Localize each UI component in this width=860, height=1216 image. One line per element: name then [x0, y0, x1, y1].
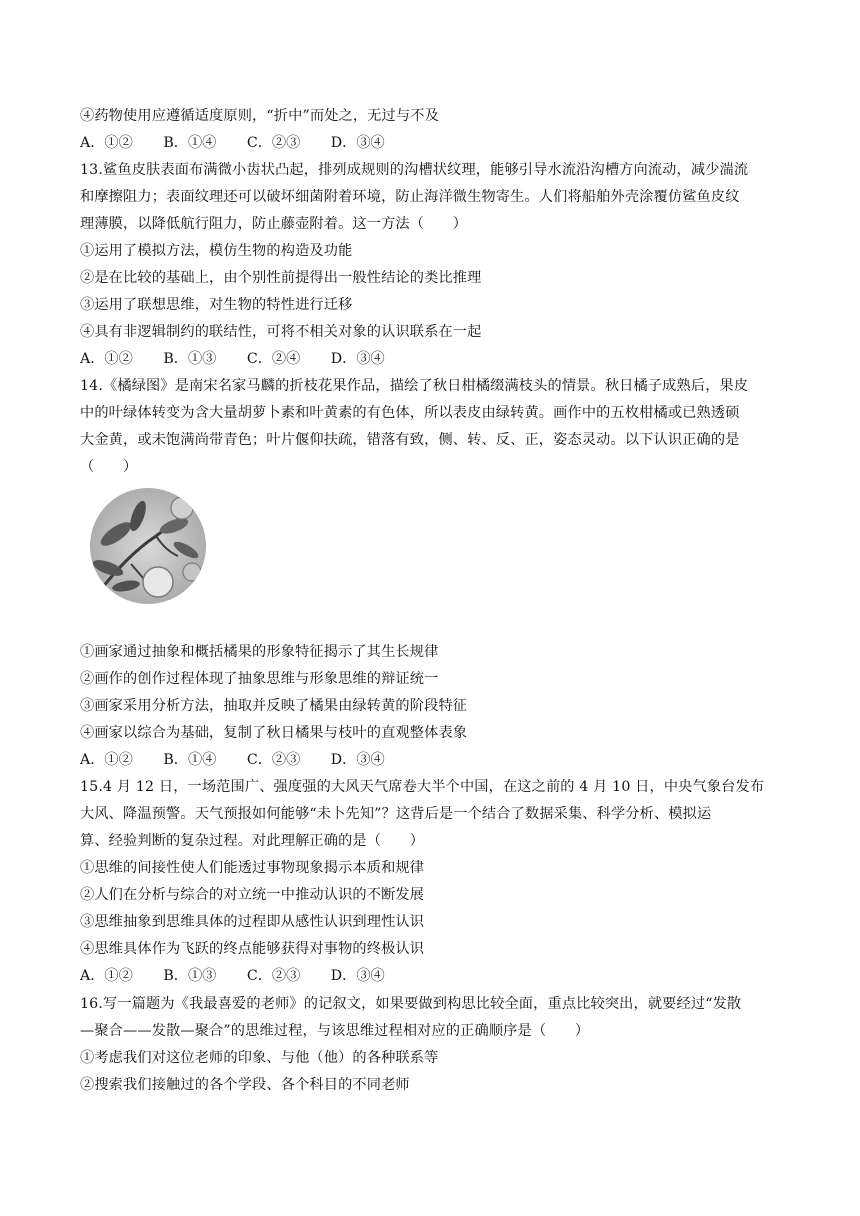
- q13-stem-line-1: 13.鲨鱼皮肤表面布满微小齿状凸起，排列成规则的沟槽状纹理，能够引导水流沿沟槽方向流动，减少湍流: [80, 162, 749, 178]
- option-b: B．①③: [163, 968, 217, 984]
- q14-item-4: ④画家以综合为基础，复制了秋日橘果与枝叶的直观整体表象: [80, 725, 468, 741]
- q15-item-2: ②人们在分析与综合的对立统一中推动认识的不断发展: [80, 887, 425, 903]
- q16-item-1: ①考虑我们对这位老师的印象、与他（他）的各种联系等: [80, 1050, 439, 1066]
- q13-stem-line-2: 和摩擦阻力；表面纹理还可以破坏细菌附着环境，防止海洋微生物寄生。人们将船舶外壳涂覆仿鲨鱼皮纹: [80, 189, 740, 205]
- option-d: D．③④: [330, 135, 385, 151]
- q14-item-1: ①画家通过抽象和概括橘果的形象特征揭示了其生长规律: [80, 644, 439, 660]
- q15-item-3: ③思维抽象到思维具体的过程即从感性认识到理性认识: [80, 914, 425, 930]
- option-a: A．①②: [80, 752, 133, 768]
- q16-stem-line-1: 16.写一篇题为《我最喜爱的老师》的记叙文，如果要做到构思比较全面，重点比较突出，就要经过“发散: [80, 996, 742, 1012]
- q13-item-4: ④具有非逻辑制约的联结性，可将不相关对象的认识联系在一起: [80, 324, 482, 340]
- option-b: B．①④: [163, 752, 217, 768]
- q14-item-3: ③画家采用分析方法，抽取并反映了橘果由绿转黄的阶段特征: [80, 698, 468, 714]
- option-b: B．①③: [163, 351, 217, 367]
- q14-stem-line-1: 14.《橘绿图》是南宋名家马麟的折枝花果作品，描绘了秋日柑橘缀满枝头的情景。秋日橘子成熟后，果皮: [80, 378, 749, 394]
- orange-painting-illustration: [86, 486, 216, 606]
- option-c: C．②③: [246, 135, 301, 151]
- orange-painting-image: [86, 486, 216, 606]
- q13-item-2: ②是在比较的基础上，由个别性前提得出一般性结论的类比推理: [80, 270, 482, 286]
- q15-stem-line-3: 算、经验判断的复杂过程。对此理解正确的是（ ）: [80, 833, 425, 849]
- q16-stem-line-2: —聚合——发散—聚合”的思维过程，与该思维过程相对应的正确顺序是（ ）: [80, 1023, 590, 1039]
- option-b: B．①④: [163, 135, 217, 151]
- option-c: C．②④: [246, 351, 301, 367]
- option-d: D．③④: [330, 968, 385, 984]
- q14-stem-line-2: 中的叶绿体转变为含大量胡萝卜素和叶黄素的有色体，所以表皮由绿转黄。画作中的五枚柑橘或已熟透硕: [80, 405, 740, 421]
- q15-stem-line-2: 大风、降温预警。天气预报如何能够“未卜先知”？这背后是一个结合了数据采集、科学分析、模拟运: [80, 806, 712, 822]
- prev-options: [80, 132, 411, 154]
- q16-item-2: ②搜索我们接触过的各个学段、各个科目的不同老师: [80, 1077, 410, 1093]
- option-a: A．①②: [80, 351, 133, 367]
- q14-stem-line-3: 大金黄，或未饱满尚带青色；叶片偃仰扶疏，错落有致，侧、转、反、正，姿态灵动。以下认识正确的是: [80, 432, 740, 448]
- q15-options: [80, 965, 411, 987]
- q15-item-1: ①思维的间接性使人们能透过事物现象揭示本质和规律: [80, 860, 425, 876]
- q13-stem-line-3: 理薄膜，以降低航行阻力，防止藤壶附着。这一方法（ ）: [80, 216, 468, 232]
- option-d: D．③④: [330, 351, 385, 367]
- q15-item-4: ④思维具体作为飞跃的终点能够获得对事物的终极认识: [80, 941, 425, 957]
- q13-options: [80, 348, 411, 370]
- option-a: A．①②: [80, 135, 133, 151]
- prev-item-4: ④药物使用应遵循适度原则，“折中”而处之，无过与不及: [80, 108, 439, 124]
- q14-stem-line-4: （ ）: [80, 459, 138, 475]
- option-d: D．③④: [330, 752, 385, 768]
- option-a: A．①②: [80, 968, 133, 984]
- option-c: C．②③: [246, 968, 301, 984]
- q13-item-1: ①运用了模拟方法，模仿生物的构造及功能: [80, 243, 353, 259]
- option-c: C．②③: [246, 752, 301, 768]
- q14-options: [80, 749, 411, 771]
- q13-item-3: ③运用了联想思维，对生物的特性进行迁移: [80, 297, 353, 313]
- q14-item-2: ②画作的创作过程体现了抽象思维与形象思维的辩证统一: [80, 671, 439, 687]
- q15-stem-line-1: 15.4 月 12 日，一场范围广、强度强的大风天气席卷大半个中国，在这之前的 4 月 10 日，中央气象台发布: [80, 779, 765, 795]
